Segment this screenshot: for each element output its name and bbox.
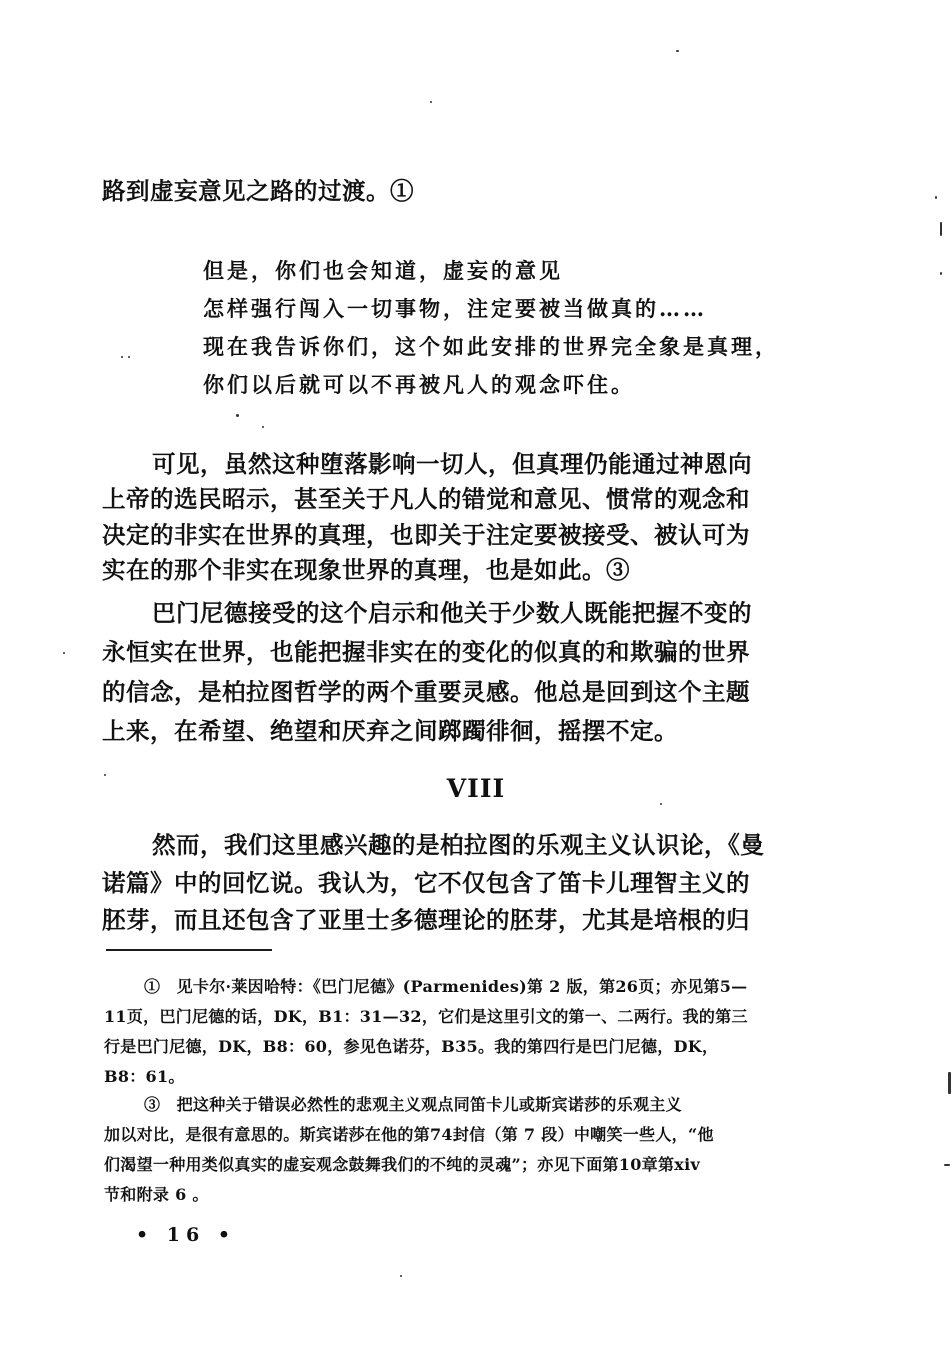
- scan-speck: [128, 356, 130, 358]
- footnote-line: B8：61。: [104, 1067, 185, 1086]
- footnote-line: 节和附录 6 。: [104, 1185, 209, 1204]
- quote-line: 现在我告诉你们，这个如此安排的世界完全象是真理，: [203, 334, 779, 359]
- footnote-line: ① 见卡尔·莱因哈特：《巴门尼德》(Parmenides)第 2 版，第26页；亦见第5—: [144, 977, 748, 996]
- text-line: 上帝的选民昭示，甚至关于凡人的错觉和意见、惯常的观念和: [102, 485, 750, 513]
- scan-speck: [940, 222, 942, 236]
- footnote-line: 加以对比，是很有意思的。斯宾诺莎在他的第74封信（第 7 段）中嘲笑一些人，“他: [104, 1125, 714, 1144]
- page-number: • 16 •: [136, 1224, 236, 1246]
- text-line: 永恒实在世界，也能把握非实在的变化的似真的和欺骗的世界: [102, 638, 750, 666]
- scan-speck: [948, 1072, 951, 1094]
- text-line: 实在的那个非实在现象世界的真理，也是如此。③: [102, 556, 630, 584]
- scan-speck: [63, 652, 65, 654]
- scan-speck: [104, 774, 106, 776]
- text-line: 诺篇》中的回忆说。我认为，它不仅包含了笛卡儿理智主义的: [102, 869, 750, 897]
- scan-speck: [944, 1164, 950, 1166]
- quote-line: 但是，你们也会知道，虚妄的意见: [203, 258, 563, 283]
- scan-speck: [400, 1275, 402, 1277]
- text-line: 上来，在希望、绝望和厌弃之间踯躅徘徊，摇摆不定。: [102, 717, 678, 745]
- scan-speck: [236, 414, 239, 417]
- text-line: 的信念，是柏拉图哲学的两个重要灵感。他总是回到这个主题: [102, 678, 750, 706]
- footnote-line: 11页，巴门尼德的话，DK，B1：31—32，它们是这里引文的第一、二两行。我的第三: [104, 1007, 748, 1026]
- text-line: 决定的非实在世界的真理，也即关于注定要被接受、被认可为: [102, 521, 750, 549]
- scan-speck: [262, 426, 264, 428]
- footnote-line: 行是巴门尼德，DK，B8：60，参见色诺芬，B35。我的第四行是巴门尼德，DK，: [104, 1037, 719, 1056]
- footnote-line: ③ 把这种关于错误必然性的悲观主义观点同笛卡儿或斯宾诺莎的乐观主义: [144, 1095, 682, 1114]
- section-heading: VIII: [446, 774, 506, 803]
- text-line: 胚芽，而且还包含了亚里士多德理论的胚芽，尤其是培根的归: [102, 906, 750, 934]
- text-line: 然而，我们这里感兴趣的是柏拉图的乐观主义认识论，《曼: [152, 831, 765, 859]
- scan-speck: [660, 803, 662, 805]
- scan-speck: [940, 272, 942, 275]
- scan-speck: [121, 356, 123, 358]
- quote-line: 怎样强行闯入一切事物，注定要被当做真的……: [203, 296, 707, 321]
- text-line: 巴门尼德接受的这个启示和他关于少数人既能把握不变的: [152, 599, 752, 627]
- quote-line: 你们以后就可以不再被凡人的观念吓住。: [203, 372, 635, 397]
- footnote-rule: [106, 949, 272, 951]
- scan-speck: [676, 50, 679, 52]
- scan-speck: [935, 196, 937, 199]
- text-line: 可见，虽然这种堕落影响一切人，但真理仍能通过神恩向: [152, 450, 752, 478]
- opening-line: 路到虚妄意见之路的过渡。①: [102, 177, 414, 205]
- footnote-line: 们渴望一种用类似真实的虚妄观念鼓舞我们的不纯的灵魂”；亦见下面第10章第xiv: [104, 1155, 701, 1174]
- scan-speck: [430, 101, 432, 103]
